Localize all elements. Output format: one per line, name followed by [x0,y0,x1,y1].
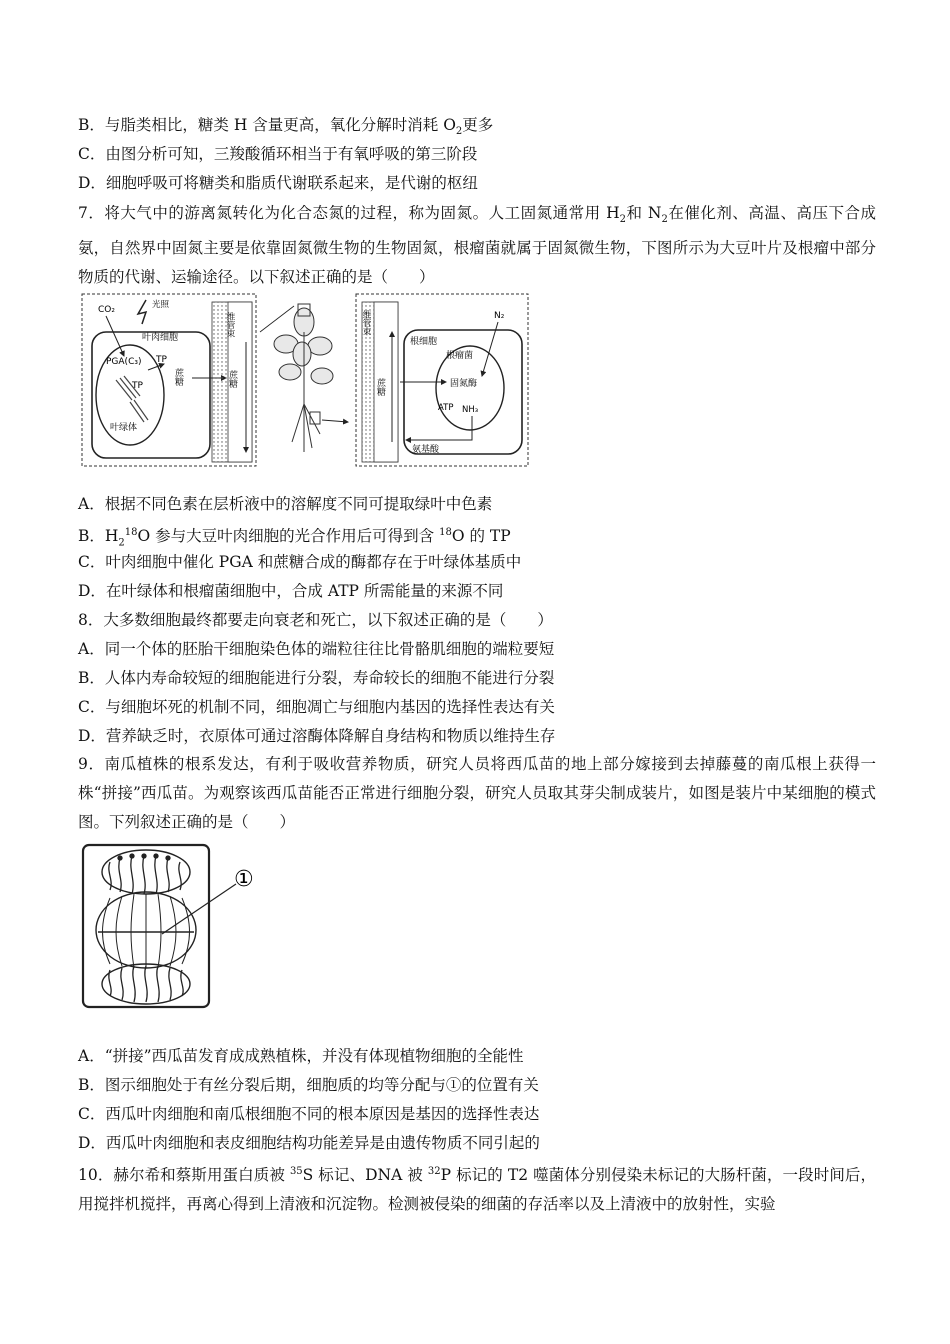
q7-stem: 7．将大气中的游离氮转化为化合态氮的过程，称为固氮。人工固氮通常用 $H_2$和 $N_2$在催化剂、高温、高压下合成氨，自然界中固氮主要是依靠固氮微生物的生物固氮，根瘤菌就属于固氮微生物，下图所示为大豆叶片及根瘤中部分物质的代谢、运输途径。以下叙述正确的是（ ） [78,204,876,287]
q7-option-c: C．叶肉细胞中催化 PGA 和蔗糖合成的酶都存在于叶绿体基质中 [78,553,522,571]
q8-option-d: D．营养缺乏时，衣原体可通过溶酶体降解自身结构和物质以维持生存 [78,727,556,745]
amino-acid-label: 氨基酸 [412,445,440,455]
chloroplast-label: 叶绿体 [110,423,138,433]
tp-inner-label: TP [132,381,143,391]
nh3-label: NH₃ [462,405,479,415]
q9-cell-figure [80,842,266,1012]
q9-option-d: D．西瓜叶肉细胞和表皮细胞结构功能差异是由遗传物质不同引起的 [78,1134,540,1152]
q7-option-d: D．在叶绿体和根瘤菌细胞中，合成 ATP 所需能量的来源不同 [78,582,504,600]
n2-label: N₂ [494,311,505,321]
mesophyll-cell [92,332,210,458]
root-cell-label: 根细胞 [410,337,438,347]
q9-stem: 9．南瓜植株的根系发达，有利于吸收营养物质，研究人员将西瓜苗的地上部分嫁接到去掉藤蔓的南瓜根上获得一株“拼接”西瓜苗。为观察该西瓜苗能否正常进行细胞分裂，研究人员取其芽尖制成装片，如图是装片中某细胞的模式图。下列叙述正确的是（ ） [78,755,876,831]
sucrose-1-label: 蔗糖 [173,368,183,386]
pga-label: PGA(C₃) [106,357,142,367]
light-label: 光照 [152,300,170,310]
q6-option-b: B．与脂类相比，糖类 H 含量更高，氧化分解时消耗 $O_2$更多 [78,116,494,138]
mesophyll-label: 叶肉细胞 [142,333,179,343]
light-icon [138,300,146,324]
q8-option-b: B．人体内寿命较短的细胞能进行分裂，寿命较长的细胞不能进行分裂 [78,669,555,687]
soybean-plant-sketch [274,304,333,452]
leaf-vascular-label: 维管束 [225,312,235,338]
chromosomes-bottom [109,966,183,1002]
rhizobium-label: 根瘤菌 [446,351,474,361]
q9-option-c: C．西瓜叶肉细胞和南瓜根细胞不同的根本原因是基因的选择性表达 [78,1105,540,1123]
q8-option-a: A．同一个体的胚胎干细胞染色体的端粒往往比骨骼肌细胞的端粒要短 [78,640,555,658]
nitrogenase-label: 固氮酶 [450,379,478,389]
q6-option-c: C．由图分析可知，三羧酸循环相当于有氧呼吸的第三阶段 [78,145,478,163]
tp-outer-label: TP [156,355,167,365]
sucrose-2-label: 蔗糖 [227,370,237,388]
q10-stem: 10．赫尔希和蔡斯用蛋白质被 $^{35}$S 标记、DNA 被 $^{32}$P 标记的 T2 噬菌体分别侵染未标记的大肠杆菌，一段时间后，用搅拌机搅拌，再离心得到上清液和沉淀物。检测被侵染的细菌的存活率以及上清液中的放射性，实验 [78,1166,877,1214]
q9-option-a: A．“拼接”西瓜苗发育成成熟植株，并没有体现植物细胞的全能性 [78,1047,524,1065]
atp-label: ATP [438,403,454,413]
q7-option-a: A．根据不同色素在层析液中的溶解度不同可提取绿叶中色素 [78,495,493,513]
root-sucrose-label: 蔗糖 [375,378,385,396]
root-vascular-label: 维管束 [361,310,371,336]
chromosomes-top [109,854,181,894]
structure-1-label: ① [234,867,254,892]
q9-option-b: B．图示细胞处于有丝分裂后期，细胞质的均等分配与①的位置有关 [78,1076,539,1094]
q7-option-b: B．$H_2^{18}O$ 参与大豆叶肉细胞的光合作用后可得到含 $^{18}$O 的 TP [78,527,511,549]
q6-option-d: D．细胞呼吸可将糖类和脂质代谢联系起来，是代谢的枢纽 [78,174,478,192]
co2-label: CO₂ [98,305,115,315]
q8-stem: 8．大多数细胞最终都要走向衰老和死亡，以下叙述正确的是（ ） [78,611,553,629]
q7-figure [80,292,530,468]
q8-option-c: C．与细胞坏死的机制不同，细胞凋亡与细胞内基因的选择性表达有关 [78,698,555,716]
